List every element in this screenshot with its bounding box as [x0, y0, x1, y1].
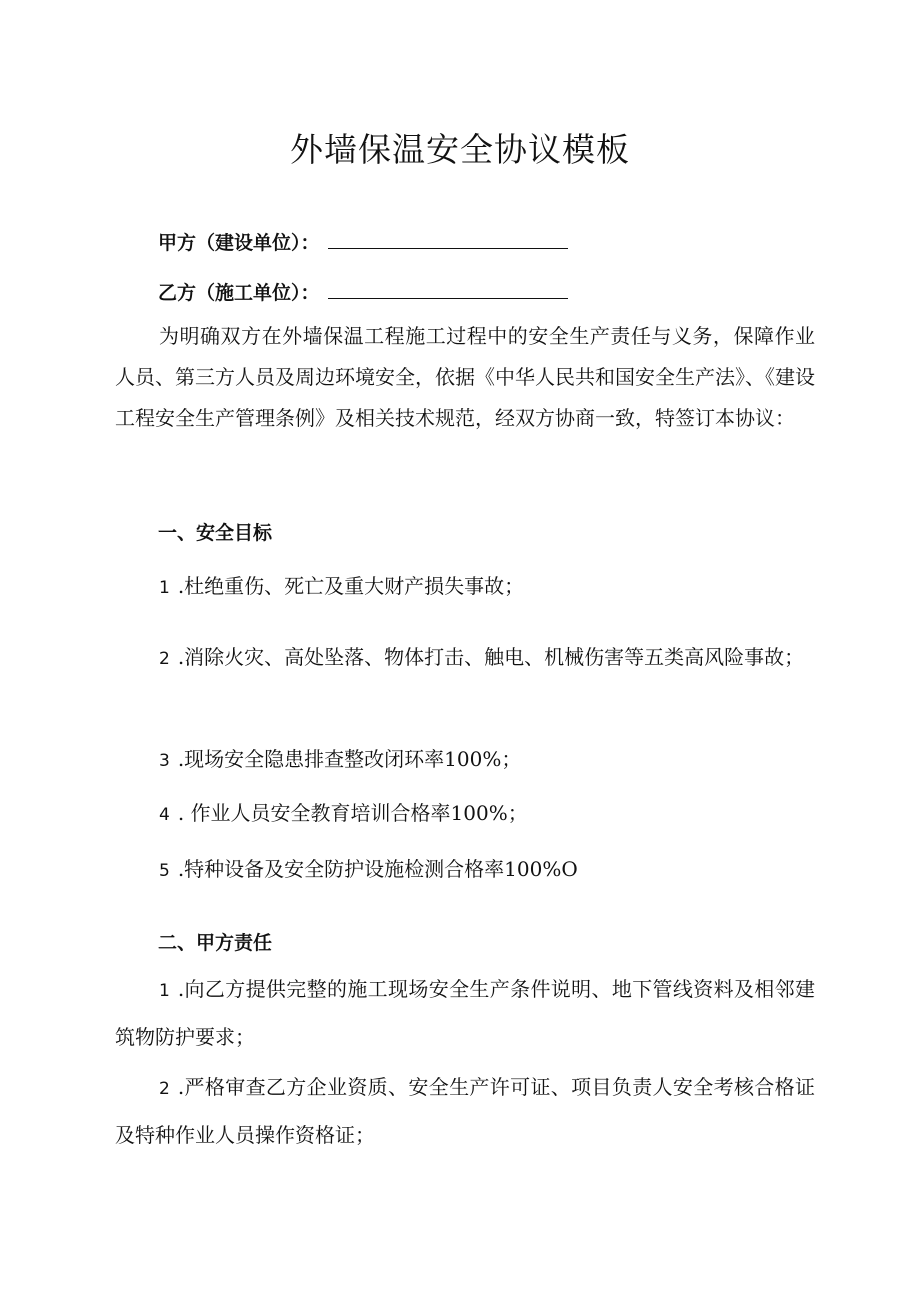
item-text: .杜绝重伤、死亡及重大财产损失事故； — [177, 574, 525, 598]
party-a-label: 甲方（建设单位）： — [158, 232, 320, 254]
party-a-line — [158, 228, 568, 255]
page-title: 外墙保温安全协议模板 — [290, 130, 630, 169]
list-item — [115, 846, 815, 894]
item-number: 1 — [159, 981, 170, 1001]
intro-paragraph: 为明确双方在外墙保温工程施工过程中的安全生产责任与义务，保障作业人员、第三方人员及周边环境安全，依据《中华人民共和国安全生产法》、《建设工程安全生产管理条例》及相关技术规范，经双方协商一致，特签订本协议： — [115, 324, 815, 430]
item-number: 4 — [159, 805, 170, 825]
list-item — [115, 736, 815, 784]
list-item — [115, 563, 815, 611]
item-number: 5 — [159, 861, 170, 881]
item-text: . 作业人员安全教育培训合格率100%； — [177, 801, 528, 825]
party-b-blank — [328, 280, 568, 299]
item-text: .现场安全隐患排查整改闭环率100%； — [177, 747, 522, 771]
party-a-blank — [328, 230, 568, 249]
party-b-label: 乙方（施工单位）： — [158, 282, 320, 304]
list-item — [115, 966, 815, 1060]
item-text: .严格审查乙方企业资质、安全生产许可证、项目负责人安全考核合格证及特种作业人员操作资格证； — [115, 1075, 815, 1147]
list-item — [115, 1064, 815, 1158]
section-heading: 一、安全目标 — [158, 522, 273, 544]
item-text: .消除火灾、高处坠落、物体打击、触电、机械伤害等五类高风险事故； — [177, 645, 805, 669]
item-number: 2 — [159, 1079, 170, 1099]
item-number: 2 — [159, 649, 170, 669]
item-text: .向乙方提供完整的施工现场安全生产条件说明、地下管线资料及相邻建筑物防护要求； — [115, 977, 815, 1049]
list-item — [115, 634, 815, 682]
item-number: 1 — [159, 578, 170, 598]
item-number: 3 — [159, 751, 170, 771]
item-text: .特种设备及安全防护设施检测合格率100%O — [177, 857, 578, 881]
section-heading: 二、甲方责任 — [158, 932, 273, 954]
party-b-line — [158, 278, 568, 305]
list-item — [115, 790, 815, 838]
